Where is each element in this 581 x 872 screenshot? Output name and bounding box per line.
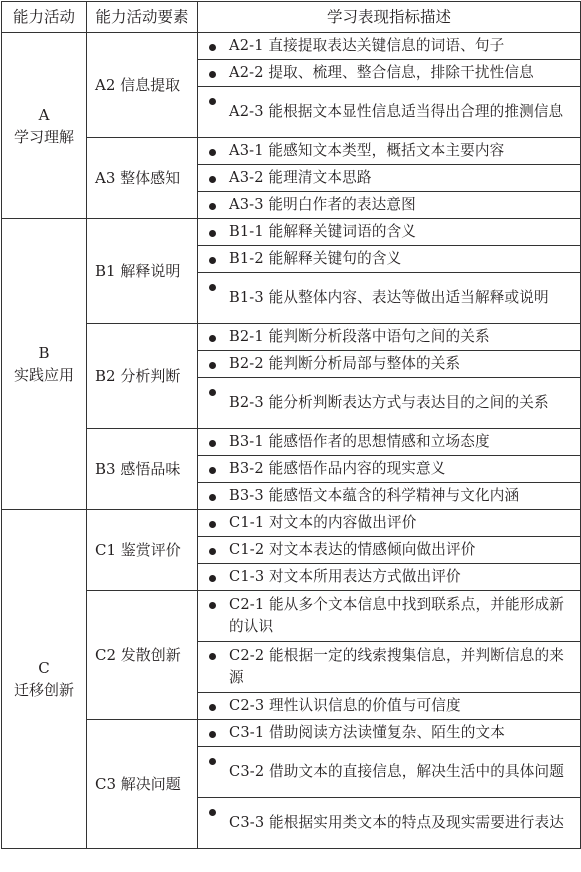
indicator-text: C3-1 借助阅读方法读懂复杂、陌生的文本	[229, 724, 505, 741]
indicator-cell	[198, 537, 581, 564]
bullet-icon	[209, 176, 216, 183]
indicator-text: C2-1 能从多个文本信息中找到联系点，并能形成新的认识	[229, 596, 564, 635]
bullet-icon	[209, 731, 216, 738]
bullet-icon	[209, 704, 216, 711]
indicator-text: C3-3 能根据实用类文本的特点及现实需要进行表达	[229, 814, 564, 831]
activity-code: B	[38, 344, 50, 362]
activity-cell-a	[2, 33, 87, 219]
indicator-text: A2-1 直接提取表达关键信息的词语、句子	[229, 37, 505, 54]
element-cell: C3 解决问题	[87, 720, 198, 849]
bullet-icon	[209, 602, 216, 609]
indicator-text: C2-2 能根据一定的线索搜集信息，并判断信息的来源	[229, 647, 564, 686]
indicator-cell	[198, 87, 581, 138]
bullet-icon	[209, 230, 216, 237]
bullet-icon	[209, 389, 216, 396]
indicator-cell	[198, 60, 581, 87]
table-row	[2, 591, 581, 642]
indicator-text: C2-3 理性认识信息的价值与可信度	[229, 697, 461, 714]
indicator-text: A2-2 提取、梳理、整合信息，排除干扰性信息	[229, 64, 534, 81]
indicator-cell	[198, 456, 581, 483]
header-activity: 能力活动	[2, 2, 87, 33]
indicator-cell	[198, 720, 581, 747]
bullet-icon	[209, 203, 216, 210]
indicator-cell	[198, 378, 581, 429]
indicator-cell	[198, 324, 581, 351]
indicator-cell	[198, 273, 581, 324]
bullet-icon	[209, 467, 216, 474]
bullet-icon	[209, 440, 216, 447]
activity-name: 实践应用	[13, 366, 74, 384]
element-cell: C2 发散创新	[87, 591, 198, 720]
table-row	[2, 429, 581, 456]
indicator-text: B1-3 能从整体内容、表达等做出适当解释或说明	[229, 289, 549, 306]
table-row	[2, 33, 581, 60]
indicator-text: A3-1 能感知文本类型，概括文本主要内容	[229, 142, 505, 159]
indicator-text: C1-1 对文本的内容做出评价	[229, 514, 417, 531]
bullet-icon	[209, 548, 216, 555]
activity-code: A	[38, 105, 50, 124]
bullet-icon	[209, 257, 216, 264]
indicator-cell	[198, 219, 581, 246]
table-row	[2, 138, 581, 165]
indicator-cell	[198, 564, 581, 591]
indicator-text: B3-1 能感悟作者的思想情感和立场态度	[229, 433, 490, 450]
bullet-icon	[209, 362, 216, 369]
indicator-text: B3-2 能感悟作品内容的现实意义	[229, 460, 446, 477]
element-cell: A2 信息提取	[87, 33, 198, 138]
indicator-text: B2-3 能分析判断表达方式与表达目的之间的关系	[229, 394, 549, 411]
activity-cell-c	[2, 510, 87, 849]
bullet-icon	[209, 521, 216, 528]
bullet-icon	[209, 44, 216, 51]
element-cell: A3 整体感知	[87, 138, 198, 219]
bullet-icon	[209, 758, 216, 765]
indicator-cell	[198, 747, 581, 798]
bullet-icon	[209, 335, 216, 342]
element-cell: C1 鉴赏评价	[87, 510, 198, 591]
indicator-cell	[198, 429, 581, 456]
table-row	[2, 324, 581, 351]
activity-name: 学习理解	[13, 127, 74, 146]
indicator-cell	[198, 165, 581, 192]
activity-name: 迁移创新	[13, 681, 74, 699]
indicator-text: A2-3 能根据文本显性信息适当得出合理的推测信息	[229, 103, 564, 120]
table-row	[2, 720, 581, 747]
indicator-cell	[198, 510, 581, 537]
indicator-text: C1-2 对文本表达的情感倾向做出评价	[229, 541, 476, 558]
indicator-text: B1-2 能解释关键句的含义	[229, 250, 402, 267]
indicator-cell	[198, 798, 581, 849]
indicator-cell	[198, 693, 581, 720]
bullet-icon	[209, 494, 216, 501]
indicator-text: B1-1 能解释关键词语的含义	[229, 223, 417, 240]
ability-indicator-table	[1, 1, 581, 849]
indicator-cell	[198, 483, 581, 510]
indicator-cell	[198, 192, 581, 219]
indicator-text: B2-1 能判断分析段落中语句之间的关系	[229, 328, 490, 345]
indicator-text: A3-2 能理清文本思路	[229, 169, 372, 186]
activity-code: C	[38, 659, 50, 677]
indicator-text: C3-2 借助文本的直接信息，解决生活中的具体问题	[229, 763, 564, 780]
activity-cell-b	[2, 219, 87, 510]
bullet-icon	[209, 98, 216, 105]
indicator-cell	[198, 33, 581, 60]
table-row	[2, 510, 581, 537]
bullet-icon	[209, 575, 216, 582]
header-row	[2, 2, 581, 33]
element-cell: B1 解释说明	[87, 219, 198, 324]
indicator-text: A3-3 能明白作者的表达意图	[229, 196, 416, 213]
indicator-text: B3-3 能感悟文本蕴含的科学精神与文化内涵	[229, 487, 520, 504]
indicator-text: B2-2 能判断分析局部与整体的关系	[229, 355, 461, 372]
indicator-text: C1-3 对文本所用表达方式做出评价	[229, 568, 461, 585]
header-element: 能力活动要素	[87, 2, 198, 33]
table-row	[2, 219, 581, 246]
indicator-cell	[198, 591, 581, 642]
element-cell: B3 感悟品味	[87, 429, 198, 510]
bullet-icon	[209, 149, 216, 156]
element-cell: B2 分析判断	[87, 324, 198, 429]
indicator-cell	[198, 642, 581, 693]
bullet-icon	[209, 71, 216, 78]
bullet-icon	[209, 653, 216, 660]
indicator-cell	[198, 246, 581, 273]
header-description: 学习表现指标描述	[198, 2, 581, 33]
indicator-cell	[198, 138, 581, 165]
bullet-icon	[209, 809, 216, 816]
indicator-cell	[198, 351, 581, 378]
bullet-icon	[209, 284, 216, 291]
